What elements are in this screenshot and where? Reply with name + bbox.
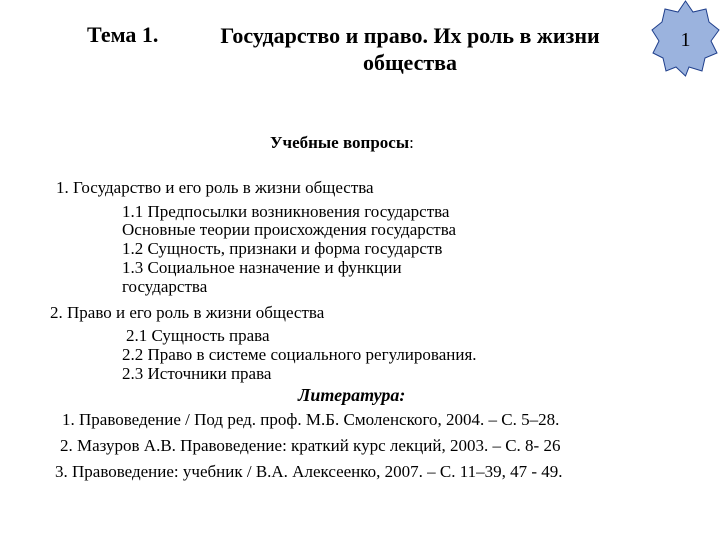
question-item: 1.1 Предпосылки возникновения государства: [122, 202, 450, 221]
question-item: 2.2 Право в системе социального регулирования.: [122, 345, 477, 364]
literature-item: 3. Правоведение: учебник / В.А. Алексеенко, 2007. – С. 11–39, 47 - 49.: [55, 462, 563, 481]
slide-number-badge: [651, 0, 720, 77]
question-item: Основные теории происхождения государства: [122, 220, 457, 239]
question-item: 2. Право и его роль в жизни общества: [50, 303, 325, 322]
question-item: государства: [122, 277, 208, 296]
question-item: 2.3 Источники права: [122, 364, 272, 383]
question-item: 1.3 Социальное назначение и функции: [122, 258, 402, 277]
study-questions-heading: Учебные вопросы:: [270, 133, 414, 152]
question-item: 1.2 Сущность, признаки и форма государств: [122, 239, 443, 258]
slide-number: 1: [680, 29, 691, 51]
literature-item: 2. Мазуров А.В. Правоведение: краткий курс лекций, 2003. – С. 8- 26: [60, 436, 561, 455]
topic-label: Тема 1.: [87, 22, 159, 47]
literature-heading: Литература:: [298, 385, 406, 405]
question-item: 2.1 Сущность права: [126, 326, 270, 345]
question-item: 1. Государство и его роль в жизни общества: [56, 178, 374, 197]
page-title: Государство и право. Их роль в жизни общества: [220, 23, 600, 75]
literature-item: 1. Правоведение / Под ред. проф. М.Б. Смоленского, 2004. – С. 5–28.: [62, 410, 560, 429]
